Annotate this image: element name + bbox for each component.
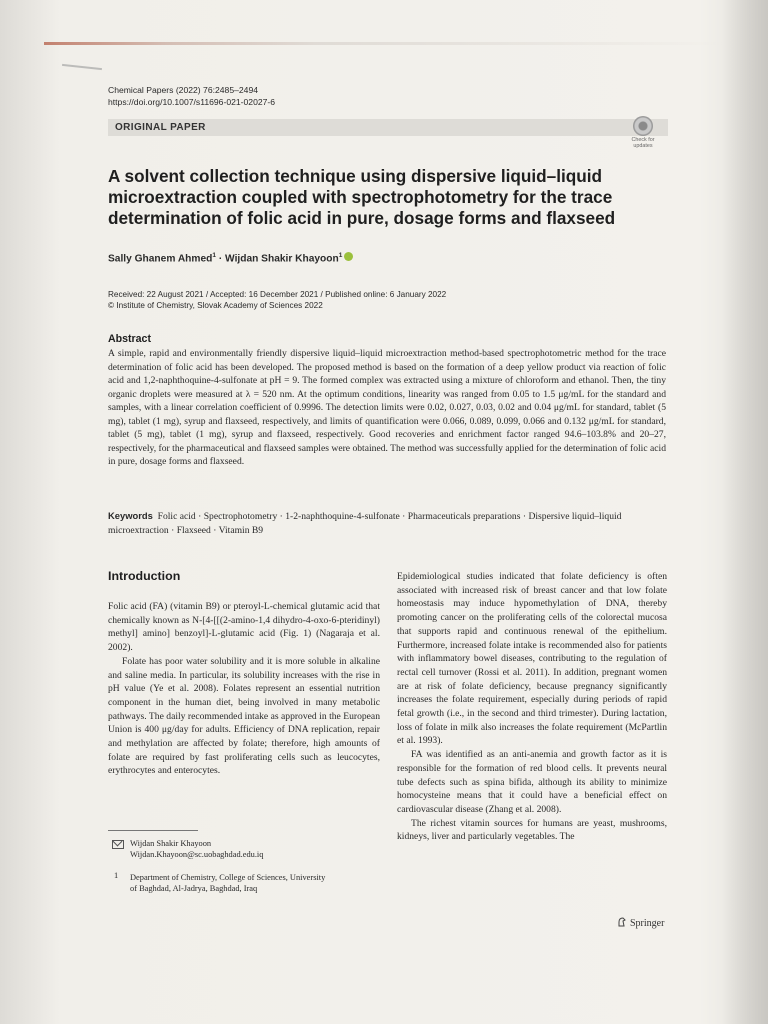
envelope-icon — [112, 840, 124, 849]
corresponding-author — [130, 838, 263, 860]
paragraph: Epidemiological studies indicated that folate deficiency is often associated with increased risk of breast cancer and that low folate homeostasis may induce hypomethylation of DNA, thereby promoting cancer on the proliferating cells of the colorectal mucosa that supports rapid and continuous renewal of the epithelium. Furthermore, increased folate intake is recommended also for patients with inflammatory bowel diseases, contributing to the regulation of rectal cell turnover (Rossi et al. 2011). In addition, pregnant women are at risk of folate deficiency, because pregnancy significantly increases the folate requirement, especially during periods of rapid fetal growth (i.e., in the second and third trimester). During lactation, loss of folate in milk also increases the folate requirement (McPartlin et al. 1993). — [397, 571, 667, 747]
paragraph: The richest vitamin sources for humans are yeast, mushrooms, kidneys, liver and particularly vegetables. The — [397, 817, 667, 843]
abstract-heading: Abstract — [108, 333, 151, 345]
contact-name: Wijdan Shakir Khayoon — [130, 839, 212, 848]
section-label: ORIGINAL PAPER — [115, 122, 206, 133]
left-column — [108, 600, 380, 778]
author-name: Wijdan Shakir Khayoon — [225, 253, 339, 265]
orcid-icon[interactable] — [344, 252, 353, 261]
affiliation-number: 1 — [114, 871, 119, 880]
journal-citation: Chemical Papers (2022) 76:2485–2494 — [108, 85, 259, 95]
doi-link[interactable]: https://doi.org/10.1007/s11696-021-02027-6 — [108, 97, 276, 107]
affiliation-marker: 1 — [338, 252, 343, 259]
keywords-label: Keywords — [108, 510, 153, 521]
publisher-name: Springer — [630, 918, 665, 929]
keywords — [108, 509, 663, 537]
publisher-footer — [617, 917, 664, 929]
affiliation-line: Department of Chemistry, College of Sciences, University — [130, 873, 326, 882]
title-line: A solvent collection technique using dispersive liquid–liquid — [108, 166, 603, 186]
article-history — [108, 289, 446, 311]
affiliation — [130, 872, 325, 894]
check-updates-line1: Check for — [631, 137, 655, 143]
paragraph: Folate has poor water solubility and it is more soluble in alkaline and saline media. In particular, its solubility increases with the rise in pH value (Ye et al. 2008). Folates represent an essential nutrition component in the human diet, being involved in many metabolic pathways. The daily recommended intake as approved in the European Union is 400 μg/day for adults. Efficiency of DNA replication, repair and methylation are affected by folate; therefore, high amounts of folate are required by fast proliferating cells such as leucocytes, erythrocytes and enterocytes. — [108, 655, 380, 777]
paragraph: Folic acid (FA) (vitamin B9) or pteroyl-L-chemical glutamic acid that chemically known as N-[4-[[(2-amino-1,4 dihydro-4-oxo-6-pteridinyl) methyl] amino] benzoyl]-L-glutamic acid (Fig. 1) (Nagaraja et al. 2002). — [108, 601, 380, 654]
copyright-line: © Institute of Chemistry, Slovak Academy of Sciences 2022 — [108, 301, 323, 310]
right-column — [397, 570, 667, 844]
check-updates-line2: updates — [633, 143, 653, 149]
affiliation-line: of Baghdad, Al-Jadrya, Baghdad, Iraq — [130, 884, 258, 894]
footnote-divider — [108, 830, 198, 831]
abstract-text: A simple, rapid and environmentally friendly dispersive liquid–liquid microextraction method-based spectrophotometric method for the trace determination of folic acid has been developed. The proposed method is based on the formation of a deep yellow product via reaction of folic acid and 1,2-naphthoquine-4-sulfonate at pH = 9. The formed complex was extracted using a mixture of chloroform and ethanol. Then, the tiny organic droplets were measured at λ = 520 nm. At the optimum conditions, linearity was ranged from 0.05 to 1.5 μg/mL for the standard and samples, with a linear correlation coefficient of 0.9996. The detection limits were 0.02, 0.027, 0.03, 0.02 and 0.04 μg/mL for standard, tablet (5 mg), tablet (1 mg), syrup and flaxseed, respectively, and limits of quantification were 0.066, 0.089, 0.099, 0.066 and 0.132 μg/mL for standard, tablet (5 mg), tablet (1 mg), syrup and flaxseed, respectively. Good recoveries and enrichment factor ranged 94.6–103.8% and 20–27, respectively, for the pharmaceutical and flaxseed samples were obtained. The method was successfully applied for the determination of folic acid in pure, dosage forms and flaxseed. — [108, 348, 666, 467]
scan-mark — [62, 64, 102, 70]
springer-horse-icon — [617, 917, 627, 927]
affiliation-marker: 1 — [212, 252, 216, 259]
keywords-text: Folic acid · Spectrophotometry · 1-2-naphthoquine-4-sulfonate · Pharmaceuticals preparations · Dispersive liquid–liquid microextraction · Flaxseed · Vitamin B9 — [108, 511, 622, 536]
page-edge-shadow — [722, 0, 768, 1024]
title-line: determination of folic acid in pure, dosage forms and flaxseed — [108, 208, 616, 228]
paragraph: FA was identified as an anti-anemia and growth factor as it is responsible for the formation of red blood cells. It prevents neural tube defects such as spina bifida, although its ability to minimize homocysteine means that it could have a beneficial effect on cardiovascular disease (Zhang et al. 2008). — [397, 749, 667, 815]
publication-dates: Received: 22 August 2021 / Accepted: 16 December 2021 / Published online: 6 January 2022 — [108, 290, 447, 299]
check-updates-icon — [633, 116, 653, 136]
author-separator: · — [215, 253, 226, 265]
article-title — [108, 166, 628, 229]
contact-email[interactable]: Wijdan.Khayoon@sc.uobaghdad.edu.iq — [130, 850, 264, 860]
section-banner — [108, 119, 668, 136]
check-for-updates-badge[interactable] — [624, 116, 662, 149]
introduction-heading: Introduction — [108, 569, 181, 583]
title-line: microextraction coupled with spectrophotometry for the trace — [108, 187, 613, 207]
author-list — [108, 252, 353, 264]
author-name: Sally Ghanem Ahmed — [108, 253, 213, 265]
check-updates-text — [624, 137, 662, 149]
page-top-edge — [44, 42, 724, 45]
